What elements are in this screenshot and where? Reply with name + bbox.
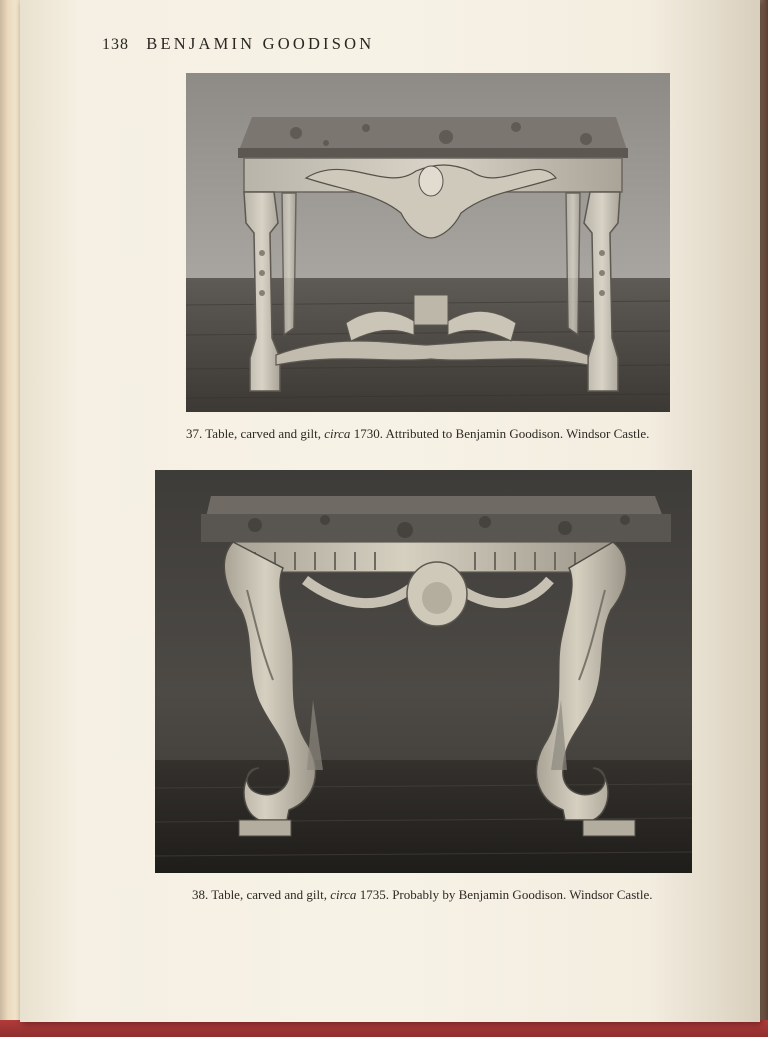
- figure-number: 38.: [192, 887, 209, 902]
- caption-italic: circa: [324, 426, 351, 441]
- running-head: [102, 34, 374, 54]
- running-head-title: BENJAMIN GOODISON: [146, 34, 375, 53]
- caption-italic: circa: [330, 887, 357, 902]
- caption-text: 1735. Probably by Benjamin Goodison. Windsor Castle.: [359, 887, 653, 902]
- book-cover-edge: [0, 1020, 768, 1037]
- figure-37-photo: [186, 73, 670, 412]
- page-number: 138: [102, 36, 129, 53]
- figure-number: 37.: [186, 426, 203, 441]
- caption-text: 1730. Attributed to Benjamin Goodison. Windsor Castle.: [353, 426, 650, 441]
- figure-37-caption: [186, 426, 649, 442]
- caption-text: Table, carved and gilt,: [205, 426, 321, 441]
- caption-text: Table, carved and gilt,: [211, 887, 327, 902]
- figure-38-caption: [192, 887, 653, 903]
- figure-38-photo: [155, 470, 692, 873]
- book-page-edges: [0, 0, 22, 1037]
